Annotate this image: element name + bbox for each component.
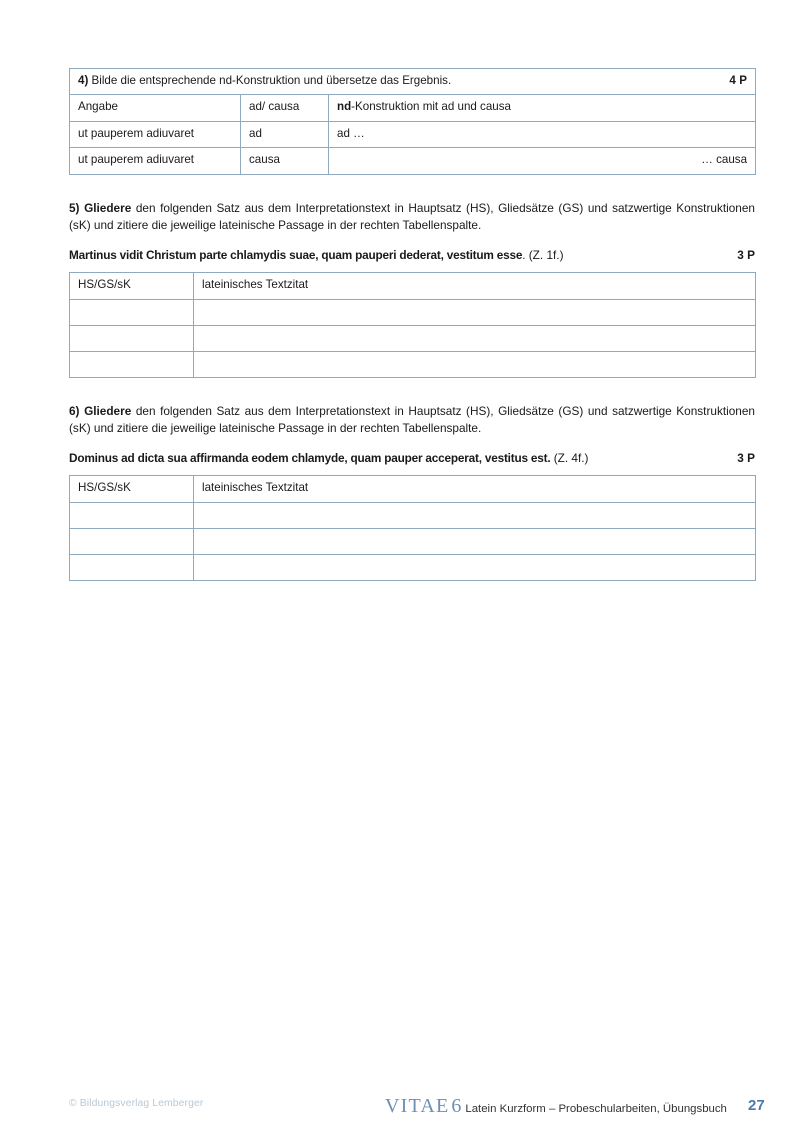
exercise-4-row1-angabe: ut pauperem adiuvaret [70,121,241,147]
exercise-4-header-konstruktion [329,95,756,121]
exercise-5-row1-type[interactable] [70,299,194,325]
exercise-4-header-angabe: Angabe [70,95,241,121]
table-row [70,351,756,377]
exercise-6-instruction [69,403,755,438]
exercise-4-header-konstruktion-rest: -Konstruktion mit ad und causa [351,100,511,114]
exercise-5-row1-quote[interactable] [194,299,756,325]
exercise-6-number: 6) [69,403,80,418]
exercise-6-verb: Gliedere [84,403,132,418]
exercise-5-instruction [69,200,755,235]
exercise-6-points: 3 P [737,450,755,465]
exercise-5-row2-type[interactable] [70,325,194,351]
table-row [70,502,756,528]
exercise-5-row3-quote[interactable] [194,351,756,377]
footer-series-subtitle: Latein Kurzform – Probeschularbeiten, Übungsbuch [465,1103,727,1115]
exercise-5-header-type: HS/GS/sK [70,273,194,299]
footer-series [385,1095,727,1118]
exercise-6-row1-quote[interactable] [194,502,756,528]
exercise-4-points: 4 P [729,74,748,87]
page-footer [0,1095,800,1125]
page-content [69,68,755,581]
exercise-5-sentence: Martinus vidit Christum parte chlamydis suae, quam pauperi dederat, vestitum esse [69,247,523,262]
exercise-6-row1-type[interactable] [70,502,194,528]
exercise-6-row2-quote[interactable] [194,528,756,554]
exercise-6-row3-quote[interactable] [194,554,756,580]
table-row [70,528,756,554]
footer-series-volume: 6 [451,1095,462,1117]
exercise-4-title-cell [70,69,756,95]
table-row [70,299,756,325]
exercise-5-header-quote: lateinisches Textzitat [194,273,756,299]
exercise-5-points: 3 P [737,247,755,262]
exercise-6-header-quote: lateinisches Textzitat [194,476,756,502]
exercise-4-row2-marker: causa [241,148,329,174]
exercise-4-header-marker: ad/ causa [241,95,329,121]
exercise-5-number: 5) [69,200,80,215]
exercise-6-sentence-line [69,450,755,468]
table-row [70,121,756,147]
footer-copyright: © Bildungsverlag Lemberger [69,1098,204,1109]
exercise-4-title-text: Bilde die entsprechende nd-Konstruktion und übersetze das Ergebnis. [88,74,452,87]
exercise-6-row3-type[interactable] [70,554,194,580]
exercise-5-verb: Gliedere [84,200,132,215]
exercise-5-header-row [70,273,756,299]
exercise-4-row1-marker: ad [241,121,329,147]
table-row [70,554,756,580]
footer-series-title: VITAE [385,1095,450,1117]
exercise-4-header-row [70,95,756,121]
exercise-6-header-type: HS/GS/sK [70,476,194,502]
exercise-5-instruction-text: den folgenden Satz aus dem Interpretationstext in Hauptsatz (HS), Gliedsätze (GS) und satzwertige Konstruktionen (sK) und zitiere die jeweilige lateinische Passage in der rechten Tabellenspalte. [69,200,755,233]
exercise-6-instruction-text: den folgenden Satz aus dem Interpretationstext in Hauptsatz (HS), Gliedsätze (GS) und satzwertige Konstruktionen (sK) und zitiere die jeweilige lateinische Passage in der rechten Tabellenspalte. [69,403,755,436]
exercise-4-row1-konstruktion[interactable]: ad … [329,121,756,147]
exercise-6-row2-type[interactable] [70,528,194,554]
exercise-5-line-reference: . (Z. 1f.) [522,247,564,262]
exercise-5-row3-type[interactable] [70,351,194,377]
exercise-4-table [69,68,756,175]
exercise-6-table [69,475,756,580]
table-row [70,325,756,351]
exercise-5-table [69,272,756,377]
exercise-6-header-row [70,476,756,502]
footer-page-number: 27 [748,1097,765,1114]
table-row [70,148,756,174]
exercise-6-line-reference: (Z. 4f.) [550,450,589,465]
exercise-5-sentence-line [69,247,755,265]
exercise-4-number: 4) [78,74,89,87]
exercise-4-row2-konstruktion[interactable]: … causa [329,148,756,174]
exercise-4-title-row [70,69,756,95]
exercise-5-block [69,200,755,378]
exercise-5-row2-quote[interactable] [194,325,756,351]
exercise-6-sentence: Dominus ad dicta sua affirmanda eodem chlamyde, quam pauper acceperat, vestitus est. [69,450,551,465]
exercise-4-header-nd: nd [337,100,352,114]
exercise-6-block [69,403,755,581]
exercise-4-row2-angabe: ut pauperem adiuvaret [70,148,241,174]
